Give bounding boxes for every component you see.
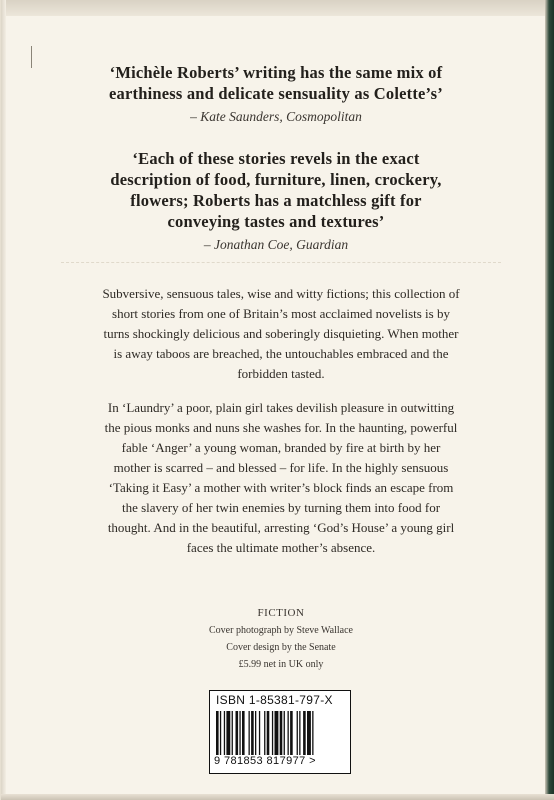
review-quotes — [61, 62, 491, 254]
quote-line: conveying tastes and textures’ — [167, 212, 385, 231]
barcode-bar — [259, 711, 260, 755]
blurb-line: thought. And in the beautiful, arresting ‘God’s House’ a young girl — [107, 520, 455, 535]
blurb-line: turns shockingly delicious and soberingly disquieting. When mother — [103, 326, 459, 341]
blurb-line: mother is scarred – and blessed – for life. In the highly sensuous — [113, 460, 449, 475]
quote-line: earthiness and delicate sensuality as Colette’s’ — [109, 84, 443, 103]
cover-credits — [101, 605, 461, 673]
blurb-line: In ‘Laundry’ a poor, plain girl takes devilish pleasure in outwitting — [107, 400, 455, 415]
barcode-bar — [312, 711, 313, 755]
barcode-bar — [255, 711, 256, 755]
barcode-bar — [290, 711, 293, 755]
barcode-bar — [264, 711, 265, 755]
isbn-label: ISBN 1-85381-797-X — [216, 693, 333, 707]
blurb-line: ‘Taking it Easy’ a mother with writer’s block finds an escape from — [108, 480, 454, 495]
barcode-bar — [216, 711, 219, 755]
barcode-bar — [284, 711, 285, 755]
barcode-bar — [236, 711, 239, 755]
barcode-bar — [251, 711, 254, 755]
blurb-line: the slavery of her twin enemies by turning them into food for — [121, 500, 441, 515]
barcode-bar — [242, 711, 245, 755]
quote-attribution: – Kate Saunders, Cosmopolitan — [190, 109, 362, 124]
blurb-line: fable ‘Anger’ a young woman, branded by fire at birth by her — [121, 440, 441, 455]
photo-credit: Cover photograph by Steve Wallace — [209, 625, 353, 636]
genre-label: FICTION — [257, 607, 305, 619]
barcode-digits: 9 781853 817977 > — [214, 755, 316, 767]
spine-edge — [545, 0, 554, 800]
quote-line: description of food, furniture, linen, crockery, — [110, 170, 442, 189]
quote-attribution: – Jonathan Coe, Guardian — [203, 237, 349, 252]
blurb-paragraph-2 — [61, 398, 501, 558]
barcode-bar — [299, 711, 300, 755]
barcode-icon — [216, 711, 346, 755]
barcode-bar — [267, 711, 270, 755]
fold-mark — [31, 46, 32, 68]
barcode-bar — [232, 711, 233, 755]
blurb-line: short stories from one of Britain’s most acclaimed novelists is by — [112, 306, 450, 321]
divider — [61, 262, 501, 264]
cover-left-edge — [1, 0, 6, 800]
review-quote-1 — [61, 62, 491, 126]
barcode-bar — [307, 711, 311, 755]
barcode-bar — [224, 711, 225, 755]
quote-line: ‘Michèle Roberts’ writing has the same mix of — [109, 63, 443, 82]
barcode-bar — [303, 711, 306, 755]
blurb-line: faces the ultimate mother’s absence. — [186, 540, 376, 555]
barcode-bar — [226, 711, 230, 755]
blurb-line: is away taboos are breached, the untouchables embraced and the — [113, 346, 449, 361]
barcode-bar — [297, 711, 298, 755]
price-label: £5.99 net in UK only — [238, 659, 324, 670]
barcode-bar — [220, 711, 221, 755]
barcode-bar — [288, 711, 289, 755]
blurb-line: Subversive, sensuous tales, wise and witty fictions; this collection of — [102, 286, 460, 301]
blurb-paragraph-1 — [61, 284, 501, 384]
blurb-line: forbidden tasted. — [237, 366, 325, 381]
review-quote-2 — [61, 148, 491, 254]
barcode-bar — [239, 711, 240, 755]
barcode-bar — [280, 711, 283, 755]
blurb-line: the pious monks and nuns she washes for. In the haunting, powerful — [104, 420, 458, 435]
isbn-barcode-box — [209, 690, 351, 774]
barcode-bar — [272, 711, 273, 755]
quote-line: ‘Each of these stories revels in the exact — [132, 149, 420, 168]
barcode-bar — [249, 711, 250, 755]
barcode-bar — [275, 711, 279, 755]
design-credit: Cover design by the Senate — [226, 642, 336, 653]
quote-line: flowers; Roberts has a matchless gift for — [130, 191, 422, 210]
cover-bottom-edge — [1, 794, 554, 800]
cover-top-edge — [1, 0, 554, 16]
